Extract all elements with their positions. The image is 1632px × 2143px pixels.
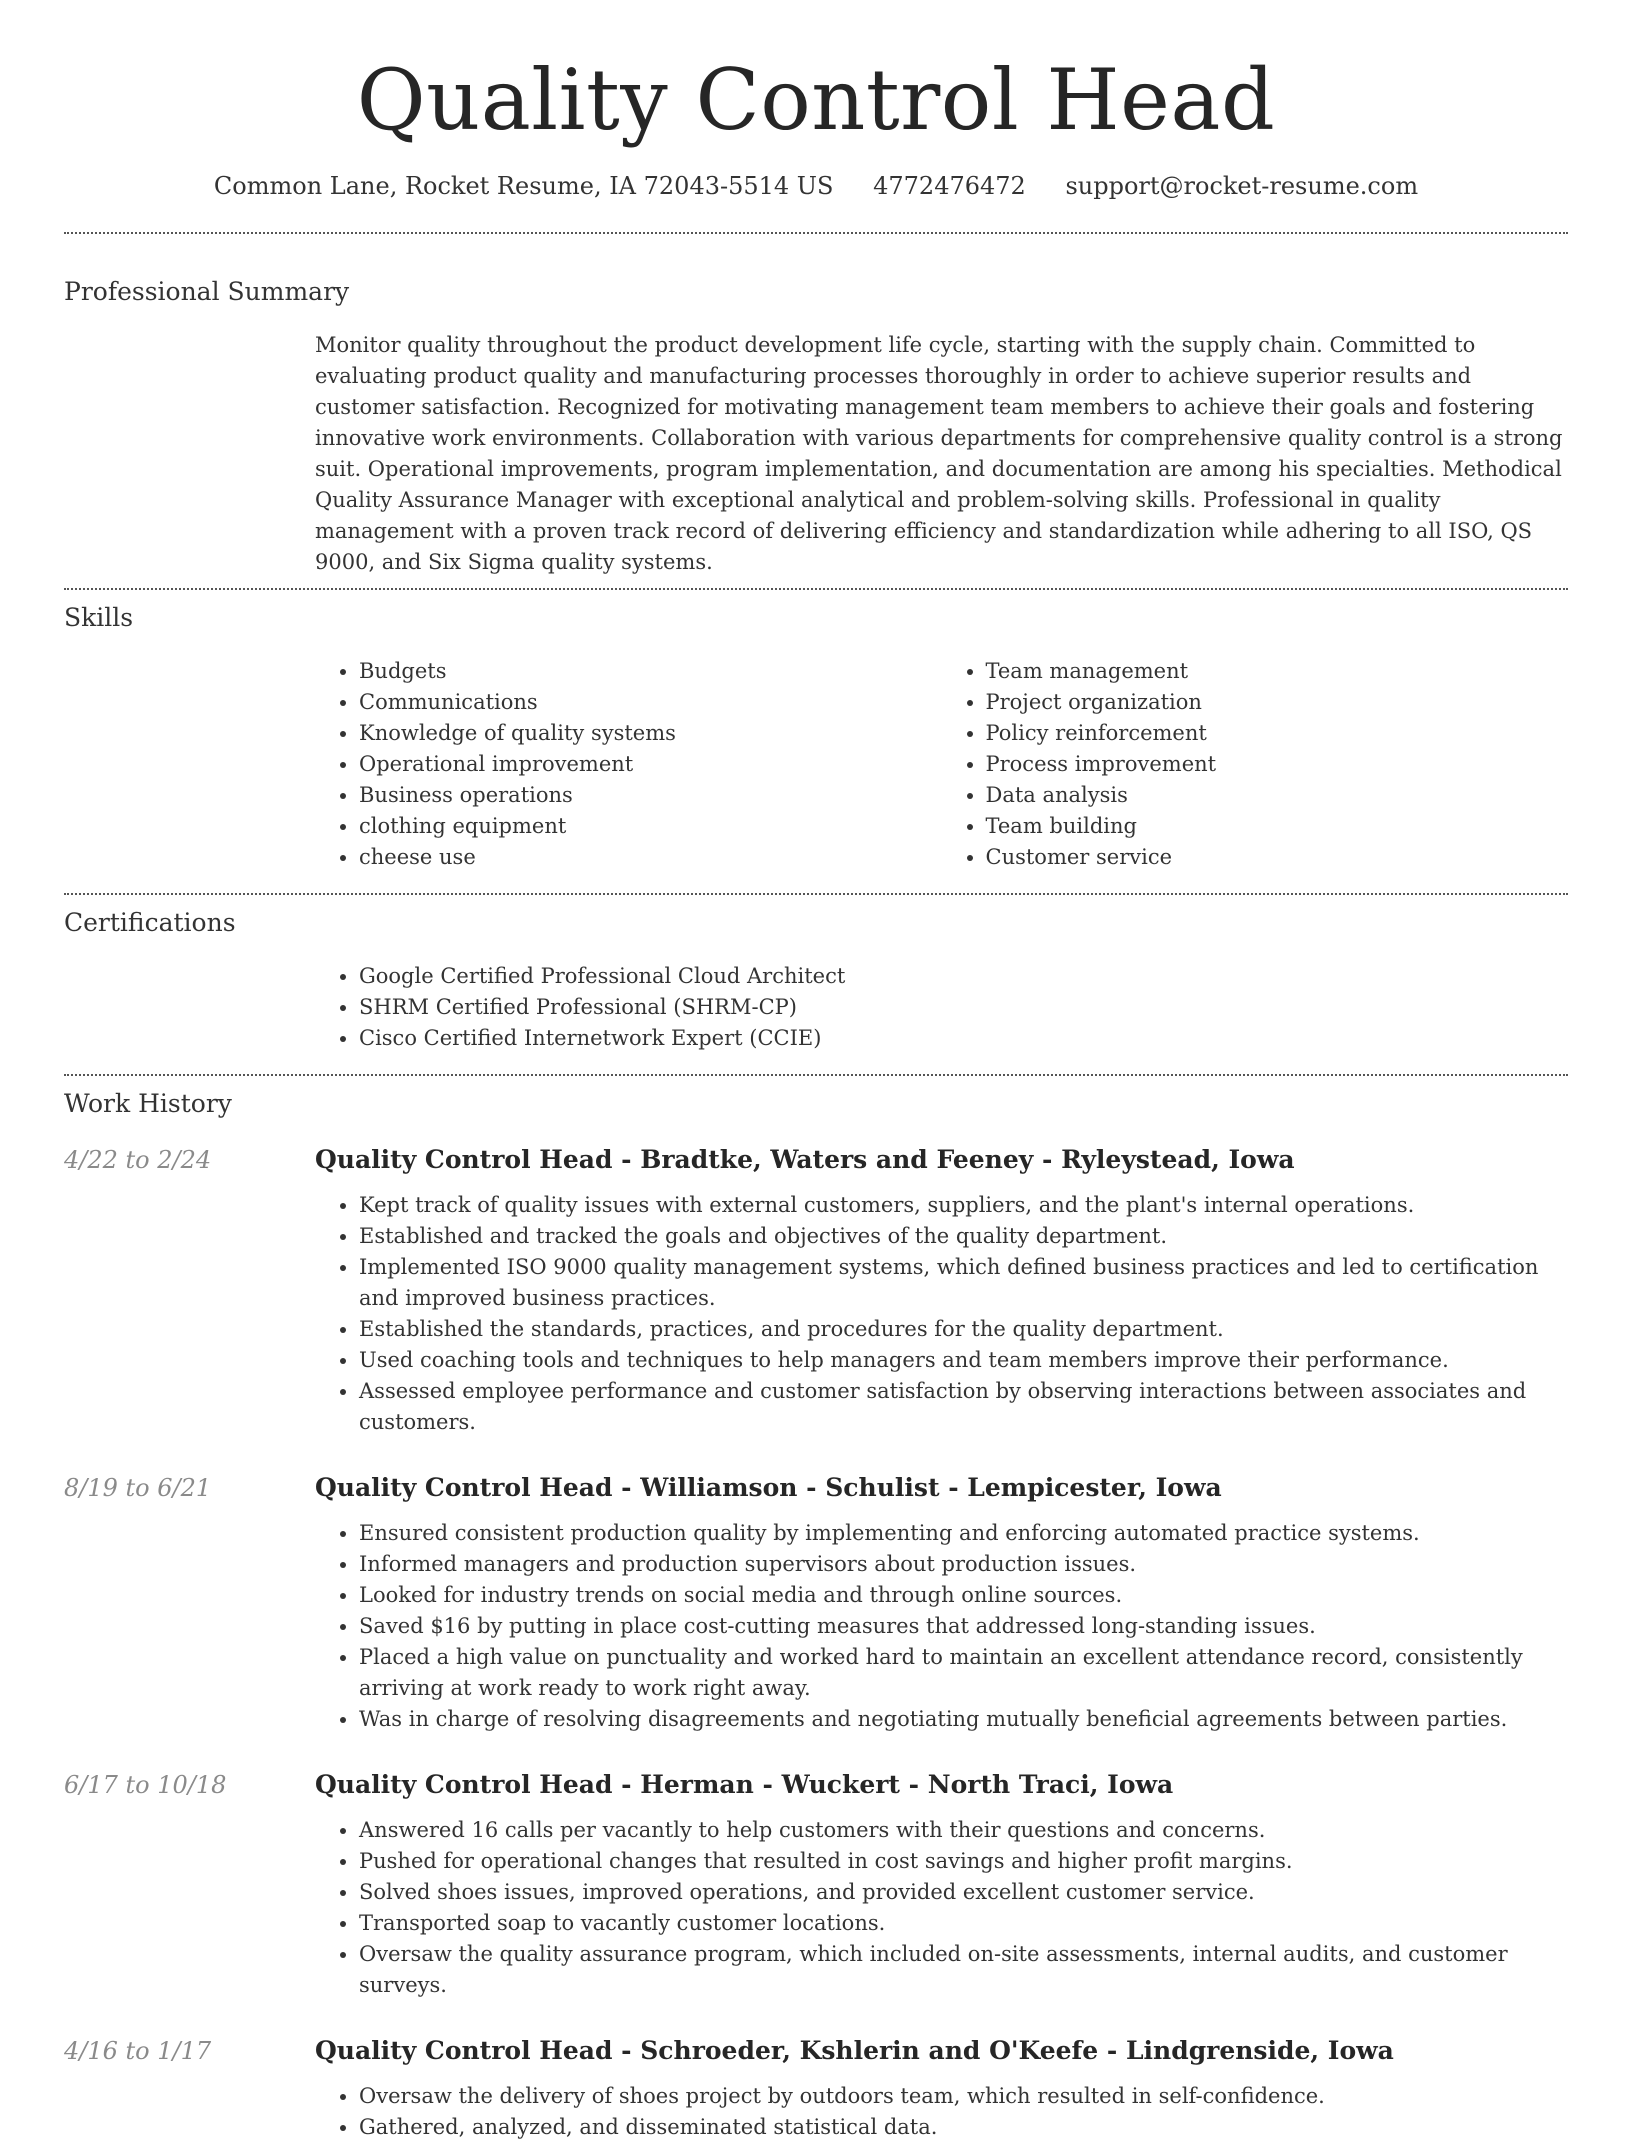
list-item: • Oversaw the quality assurance program, which included on-site assessments, internal audits, and customer surveys.: [359, 1939, 1568, 2001]
job-entry: [64, 1472, 1568, 1735]
list-item: • Budgets: [359, 656, 942, 687]
skills-list-left: [315, 656, 942, 873]
job-title: Quality Control Head - Williamson - Schulist - Lempicester, Iowa: [315, 1473, 1222, 1502]
list-item: • Saved $16 by putting in place cost-cutting measures that addressed long-standing issues.: [359, 1611, 1568, 1642]
list-item: • Process improvement: [986, 749, 1569, 780]
job-bullets: [315, 2081, 1568, 2143]
list-item: • Transported soap to vacantly customer locations.: [359, 1908, 1568, 1939]
list-item: • Placed a high value on punctuality and worked hard to maintain an excellent attendance record, consistently arriving at work ready to work right away.: [359, 1642, 1568, 1704]
list-item: • Used coaching tools and techniques to help managers and team members improve their performance.: [359, 1345, 1568, 1376]
summary-divider: [64, 588, 1568, 590]
job-entry: [64, 2035, 1568, 2143]
list-item: • Data analysis: [986, 780, 1569, 811]
list-item: • Cisco Certified Internetwork Expert (CCIE): [359, 1023, 1568, 1054]
list-item: • Communications: [359, 687, 942, 718]
phone-text: 4772476472: [873, 172, 1026, 200]
list-item: • Team management: [986, 656, 1569, 687]
list-item: • Google Certified Professional Cloud Architect: [359, 961, 1568, 992]
list-item: • Project organization: [986, 687, 1569, 718]
list-item: • Kept track of quality issues with external customers, suppliers, and the plant's internal operations.: [359, 1190, 1568, 1221]
list-item: • Knowledge of quality systems: [359, 718, 942, 749]
list-item: • Oversaw the delivery of shoes project by outdoors team, which resulted in self-confidence.: [359, 2081, 1568, 2112]
summary-heading: Professional Summary: [64, 277, 350, 306]
candidate-name: Quality Control Head: [356, 51, 1276, 149]
job-entry: [64, 1769, 1568, 2001]
job-entry: [64, 1144, 1568, 1438]
list-item: • Gathered, analyzed, and disseminated statistical data.: [359, 2112, 1568, 2143]
certifications-heading: Certifications: [64, 908, 236, 937]
list-item: • Pushed for operational changes that resulted in cost savings and higher profit margins.: [359, 1846, 1568, 1877]
header-divider: [64, 232, 1568, 234]
skills-section: [64, 602, 1568, 873]
summary-text: Monitor quality throughout the product development life cycle, starting with the supply chain. Committed to evaluating product quality and manufacturing processes thoroughly in order to achieve superior results and customer satisfaction. Recognized for motivating management team members to achieve their goals and fostering innovative work environments. Collaboration with various departments for comprehensive quality control is a strong suit. Operational improvements, program implementation, and documentation are among his specialties. Methodical Quality Assurance Manager with exceptional analytical and problem-solving skills. Professional in quality management with a proven track record of delivering efficiency and standardization while adhering to all ISO, QS 9000, and Six Sigma quality systems.: [315, 333, 1563, 574]
list-item: • Established and tracked the goals and objectives of the quality department.: [359, 1221, 1568, 1252]
list-item: • cheese use: [359, 842, 942, 873]
certifications-section: [64, 907, 1568, 1054]
skills-divider: [64, 893, 1568, 895]
list-item: • Business operations: [359, 780, 942, 811]
job-title: Quality Control Head - Bradtke, Waters and Feeney - Ryleystead, Iowa: [315, 1145, 1295, 1174]
job-bullets: [315, 1190, 1568, 1438]
list-item: • Ensured consistent production quality by implementing and enforcing automated practice systems.: [359, 1518, 1568, 1549]
address-text: Common Lane, Rocket Resume, IA 72043-5514 US: [213, 172, 834, 200]
job-date: 4/16 to 1/17: [64, 2037, 212, 2065]
list-item: • Assessed employee performance and customer satisfaction by observing interactions between associates and customers.: [359, 1376, 1568, 1438]
skills-heading: Skills: [64, 603, 134, 632]
job-date: 4/22 to 2/24: [64, 1146, 212, 1174]
contact-line: [64, 170, 1568, 202]
certifications-divider: [64, 1074, 1568, 1076]
list-item: • SHRM Certified Professional (SHRM-CP): [359, 992, 1568, 1023]
list-item: • Policy reinforcement: [986, 718, 1569, 749]
list-item: • Was in charge of resolving disagreements and negotiating mutually beneficial agreements between parties.: [359, 1704, 1568, 1735]
skills-list-right: [942, 656, 1569, 873]
list-item: • Answered 16 calls per vacantly to help customers with their questions and concerns.: [359, 1815, 1568, 1846]
resume-page: [64, 0, 1568, 2143]
certifications-list: [315, 961, 1568, 1054]
list-item: • Solved shoes issues, improved operations, and provided excellent customer service.: [359, 1877, 1568, 1908]
list-item: • Operational improvement: [359, 749, 942, 780]
summary-section: [64, 276, 1568, 578]
job-title: Quality Control Head - Schroeder, Kshlerin and O'Keefe - Lindgrenside, Iowa: [315, 2036, 1394, 2065]
job-date: 6/17 to 10/18: [64, 1771, 227, 1799]
list-item: • Implemented ISO 9000 quality management systems, which defined business practices and led to certification and improved business practices.: [359, 1252, 1568, 1314]
list-item: • clothing equipment: [359, 811, 942, 842]
job-bullets: [315, 1815, 1568, 2001]
email-text: support@rocket-resume.com: [1065, 172, 1419, 200]
list-item: • Informed managers and production supervisors about production issues.: [359, 1549, 1568, 1580]
list-item: • Looked for industry trends on social media and through online sources.: [359, 1580, 1568, 1611]
work-section: [64, 1088, 1568, 2143]
work-heading: Work History: [64, 1089, 232, 1118]
job-date: 8/19 to 6/21: [64, 1474, 212, 1502]
list-item: • Established the standards, practices, and procedures for the quality department.: [359, 1314, 1568, 1345]
list-item: • Team building: [986, 811, 1569, 842]
job-title: Quality Control Head - Herman - Wuckert - North Traci, Iowa: [315, 1770, 1174, 1799]
job-bullets: [315, 1518, 1568, 1735]
list-item: • Customer service: [986, 842, 1569, 873]
